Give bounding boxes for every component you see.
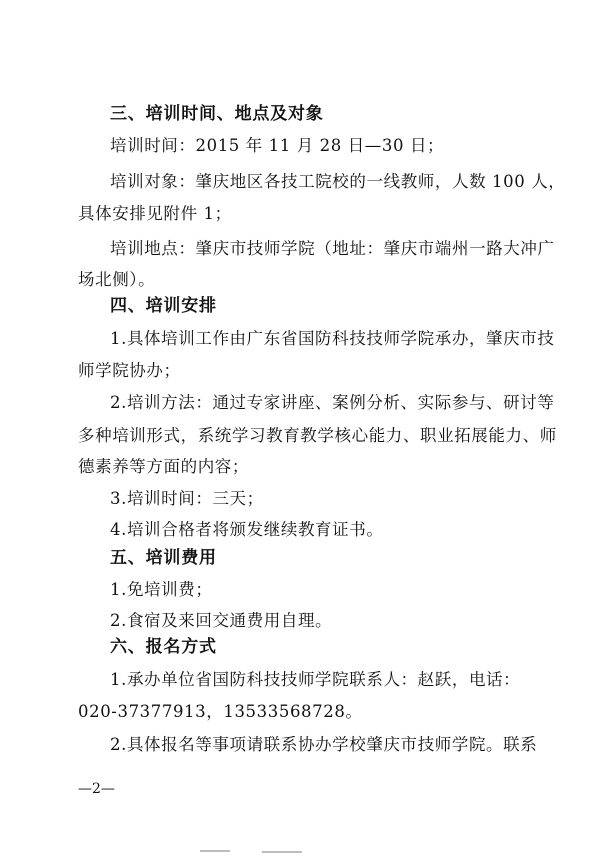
paragraph-line: 1.具体培训工作由广东省国防科技技师学院承办，肇庆市技 [110,329,555,348]
paragraph-line: 2.具体报名等事项请联系协办学校肇庆市技师学院。联系 [110,735,538,754]
page-number: —2— [78,781,115,797]
paragraph-line: 德素养等方面的内容； [78,457,249,476]
paragraph-line: 4.培训合格者将颁发继续教育证书。 [110,520,384,539]
paragraph-line: 020-37377913，13533568728。 [78,702,363,721]
scan-mark [200,850,230,852]
section-heading-3: 三、培训时间、地点及对象 [110,104,324,124]
paragraph-line: 师学院协办； [78,361,181,380]
paragraph-line: 具体安排见附件 1； [78,204,232,223]
section-heading-4: 四、培训安排 [110,296,217,316]
paragraph-line: 1.免培训费； [110,580,213,599]
paragraph-line: 1.承办单位省国防科技技师学院联系人：赵跃，电话： [110,670,521,689]
paragraph-line: 2.培训方法：通过专家讲座、案例分析、实际参与、研讨等 [110,393,555,412]
paragraph-line: 培训对象：肇庆地区各技工院校的一线教师，人数 100 人， [110,172,566,191]
section-heading-5: 五、培训费用 [110,548,217,568]
paragraph-line: 培训时间：2015 年 11 月 28 日—30 日； [110,136,445,155]
paragraph-line: 多种培训形式，系统学习教育教学核心能力、职业拓展能力、师 [78,426,557,445]
paragraph-line: 培训地点：肇庆市技师学院（地址：肇庆市端州一路大冲广 [110,239,555,258]
paragraph-line: 场北侧）。 [78,270,156,289]
section-heading-6: 六、报名方式 [110,637,217,657]
paragraph-line: 2.食宿及来回交通费用自理。 [110,611,333,630]
scan-mark [262,851,302,853]
paragraph-line: 3.培训时间：三天； [110,489,264,508]
